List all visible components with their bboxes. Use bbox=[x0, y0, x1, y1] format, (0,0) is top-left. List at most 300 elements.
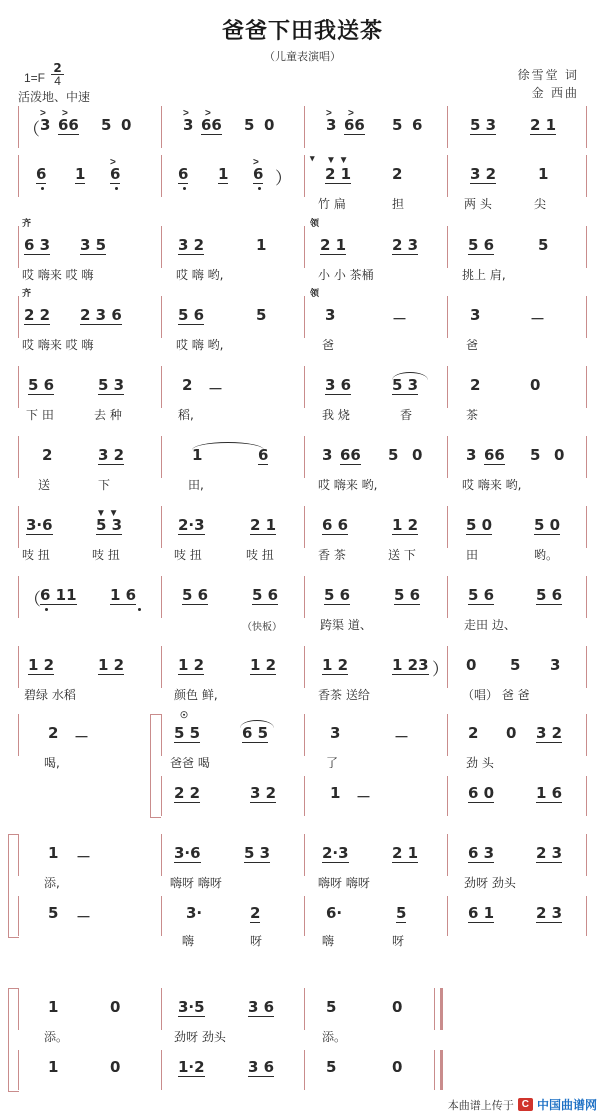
note: 6 11 bbox=[40, 586, 77, 604]
lyric: 下 bbox=[98, 478, 111, 492]
accent-mark: > bbox=[326, 108, 332, 119]
note: 1 6 bbox=[110, 586, 137, 604]
system-5 bbox=[0, 366, 605, 428]
note: 5 6 bbox=[28, 376, 55, 394]
system-4 bbox=[0, 288, 605, 358]
lyric: 尖 bbox=[534, 197, 547, 211]
system-brace bbox=[8, 834, 19, 938]
barline bbox=[161, 834, 162, 876]
barline bbox=[434, 1050, 435, 1090]
lyric: 送 下 bbox=[388, 548, 416, 562]
note: 3 6 bbox=[325, 376, 352, 394]
lyric: 哟。 bbox=[534, 548, 559, 562]
system-2 bbox=[0, 155, 605, 217]
note: 5 0 bbox=[534, 516, 561, 534]
note: 6 bbox=[110, 165, 121, 183]
note: 0 bbox=[110, 998, 121, 1016]
note: 3 5 bbox=[80, 236, 107, 254]
slur bbox=[240, 720, 274, 728]
system-10 bbox=[0, 710, 605, 824]
lyric: 田 bbox=[466, 548, 479, 562]
logo-icon: C bbox=[518, 1098, 533, 1111]
accent-mark: > bbox=[205, 108, 211, 119]
system-8 bbox=[0, 576, 605, 638]
system-3 bbox=[0, 218, 605, 288]
note-lower: 0 bbox=[392, 1058, 403, 1076]
barline bbox=[18, 366, 19, 408]
barline bbox=[161, 296, 162, 338]
lyric: 哎 嗨 哟, bbox=[176, 338, 224, 352]
note: 2 bbox=[468, 724, 479, 742]
note: 6 5 bbox=[242, 724, 269, 742]
sustain-dash: － bbox=[76, 849, 92, 866]
octave-dot-low bbox=[41, 187, 44, 190]
note: 5 3 bbox=[98, 376, 125, 394]
note: 0 bbox=[121, 116, 132, 134]
lyric: 稻, bbox=[178, 408, 194, 422]
barline bbox=[304, 776, 305, 816]
sustain-dash: － bbox=[394, 729, 410, 746]
note: 5 3 bbox=[470, 116, 497, 134]
tempo-marking: 活泼地、中速 bbox=[18, 90, 91, 104]
note: 5 6 bbox=[182, 586, 209, 604]
barline bbox=[447, 576, 448, 618]
unison-mark: 齐 bbox=[22, 218, 32, 228]
lyric: 小 小 茶桶 bbox=[318, 268, 374, 282]
system-1 bbox=[0, 106, 605, 152]
note: 5 6 bbox=[178, 306, 205, 324]
lyric: 吱 扭 bbox=[246, 548, 274, 562]
lyric: 嗨呀 嗨呀 bbox=[318, 876, 370, 890]
note-lower: 2 bbox=[250, 904, 261, 922]
barline bbox=[447, 896, 448, 936]
note: 2 2 bbox=[24, 306, 51, 324]
note: 3·5 bbox=[178, 998, 205, 1016]
note: 2 bbox=[392, 165, 403, 183]
accent-mark: > bbox=[183, 108, 189, 119]
note: 2 bbox=[182, 376, 193, 394]
barline bbox=[304, 1050, 305, 1090]
note: 5 6 bbox=[536, 586, 563, 604]
barline bbox=[161, 776, 162, 816]
barline bbox=[586, 366, 587, 408]
note: 5 bbox=[326, 998, 337, 1016]
note: 5 bbox=[392, 116, 403, 134]
barline bbox=[447, 776, 448, 816]
note: 5 bbox=[388, 446, 399, 464]
note: 3 6 bbox=[248, 998, 275, 1016]
note: 1 bbox=[48, 998, 59, 1016]
note: 5 6 bbox=[468, 236, 495, 254]
lyric: 竹 扁 bbox=[318, 197, 346, 211]
note: 2 1 bbox=[392, 844, 419, 862]
bracket-open: （ bbox=[24, 590, 41, 609]
note: 3·6 bbox=[174, 844, 201, 862]
note-lower: 3· bbox=[186, 904, 203, 922]
accent-mark: > bbox=[40, 108, 46, 119]
barline bbox=[161, 506, 162, 548]
barline bbox=[586, 106, 587, 148]
barline bbox=[18, 106, 19, 148]
lyric: 香 茶 bbox=[318, 548, 346, 562]
note: 0 bbox=[264, 116, 275, 134]
note-lower: 2 3 bbox=[536, 904, 563, 922]
lyric: 走田 边、 bbox=[464, 618, 516, 632]
note: 3 2 bbox=[470, 165, 497, 183]
barline bbox=[18, 226, 19, 268]
note: 5 bbox=[538, 236, 549, 254]
lyric: 颜色 鲜, bbox=[174, 688, 218, 702]
octave-dot-low bbox=[138, 608, 141, 611]
note: 66 bbox=[58, 116, 79, 134]
lyric: 哎 嗨来 哎 嗨 bbox=[22, 338, 94, 352]
barline bbox=[161, 155, 162, 197]
lyric: 哎 嗨来 哟, bbox=[462, 478, 522, 492]
note: 66 bbox=[340, 446, 361, 464]
lyric: 劲呀 劲头 bbox=[464, 876, 516, 890]
footer bbox=[448, 1096, 597, 1113]
barline bbox=[447, 226, 448, 268]
note: 66 bbox=[344, 116, 365, 134]
note: 5 0 bbox=[466, 516, 493, 534]
barline bbox=[304, 896, 305, 936]
note: 3·6 bbox=[26, 516, 53, 534]
system-6 bbox=[0, 436, 605, 498]
barline bbox=[304, 296, 305, 338]
note: 6 bbox=[36, 165, 47, 183]
system-9 bbox=[0, 646, 605, 708]
lyric: 碧绿 水稻 bbox=[24, 688, 76, 702]
barline bbox=[447, 714, 448, 756]
sustain-dash: － bbox=[530, 311, 546, 328]
lyric: 担 bbox=[392, 197, 405, 211]
barline bbox=[447, 834, 448, 876]
staccato-marks: ▼ ▼ bbox=[96, 508, 119, 519]
note: 5 bbox=[510, 656, 521, 674]
barline bbox=[586, 896, 587, 936]
lyric: 添, bbox=[44, 876, 60, 890]
note: 2 1 bbox=[250, 516, 277, 534]
note: 3 bbox=[330, 724, 341, 742]
barline bbox=[18, 714, 19, 756]
unison-mark: 齐 bbox=[22, 288, 32, 298]
note: 1 23 bbox=[392, 656, 429, 674]
system-brace bbox=[8, 988, 19, 1092]
note: 2 3 6 bbox=[80, 306, 122, 324]
meter-numerator: 2 bbox=[53, 61, 62, 75]
note: 0 bbox=[392, 998, 403, 1016]
note: 3 bbox=[325, 306, 336, 324]
note: 5 6 bbox=[394, 586, 421, 604]
note-lower: 1 bbox=[48, 1058, 59, 1076]
barline bbox=[18, 576, 19, 618]
note: 6 bbox=[412, 116, 423, 134]
barline bbox=[161, 1050, 162, 1090]
lyric-lower: 呀 bbox=[392, 934, 405, 948]
note: 1 2 bbox=[178, 656, 205, 674]
site-name[interactable]: 中国曲谱网 bbox=[536, 1098, 597, 1112]
note: 3 2 bbox=[98, 446, 125, 464]
barline bbox=[161, 366, 162, 408]
octave-dot-low bbox=[258, 187, 261, 190]
barline bbox=[304, 106, 305, 148]
note: 5 6 bbox=[468, 586, 495, 604]
system-brace bbox=[150, 714, 161, 818]
barline bbox=[447, 436, 448, 478]
barline bbox=[447, 296, 448, 338]
note: 5 bbox=[244, 116, 255, 134]
note: 3 bbox=[322, 446, 333, 464]
note: 6 3 bbox=[24, 236, 51, 254]
note-lower: 6 0 bbox=[468, 784, 495, 802]
bracket-open: （ bbox=[23, 120, 40, 139]
note-lower: 3 6 bbox=[248, 1058, 275, 1076]
note: 2 1 bbox=[325, 165, 352, 183]
note: 1 bbox=[256, 236, 267, 254]
note: 5 bbox=[530, 446, 541, 464]
lyric: 田, bbox=[188, 478, 204, 492]
system-7 bbox=[0, 506, 605, 568]
lyric: 哎 嗨来 哟, bbox=[318, 478, 378, 492]
barline bbox=[447, 106, 448, 148]
barline bbox=[18, 506, 19, 548]
lyric: 哎 嗨来 哎 嗨 bbox=[22, 268, 94, 282]
octave-dot-low bbox=[115, 187, 118, 190]
key-label: 1=F bbox=[24, 71, 46, 85]
note-lower: 3 2 bbox=[250, 784, 277, 802]
note: 5 3 bbox=[244, 844, 271, 862]
barline bbox=[447, 506, 448, 548]
lyric: 我 烧 bbox=[322, 408, 350, 422]
note: 6 3 bbox=[468, 844, 495, 862]
note: 2 1 bbox=[320, 236, 347, 254]
note: 5 3 bbox=[96, 516, 123, 534]
note-lower: 2 2 bbox=[174, 784, 201, 802]
barline bbox=[161, 226, 162, 268]
lyric: 香 bbox=[400, 408, 413, 422]
note: 6 6 bbox=[322, 516, 349, 534]
note: 2 3 bbox=[536, 844, 563, 862]
note: 2·3 bbox=[178, 516, 205, 534]
note: 5 6 bbox=[252, 586, 279, 604]
note: 0 bbox=[554, 446, 565, 464]
barline bbox=[304, 155, 305, 197]
slur bbox=[192, 442, 264, 450]
lyric: 吱 扭 bbox=[174, 548, 202, 562]
sustain-dash: － bbox=[208, 381, 224, 398]
barline bbox=[304, 226, 305, 268]
staccato-marks: ▼ ▼ bbox=[326, 155, 349, 166]
barline bbox=[586, 834, 587, 876]
lyric-lower: 嗨 bbox=[322, 934, 335, 948]
barline bbox=[161, 714, 162, 756]
note-lower: 1 bbox=[330, 784, 341, 802]
barline bbox=[161, 896, 162, 936]
lyric: 了 bbox=[326, 756, 339, 770]
note: 1 2 bbox=[98, 656, 125, 674]
barline bbox=[18, 646, 19, 688]
note: 2·3 bbox=[322, 844, 349, 862]
note: 1 2 bbox=[250, 656, 277, 674]
page-title: 爸爸下田我送茶 bbox=[221, 19, 383, 44]
lyric-lower: 呀 bbox=[250, 934, 263, 948]
lyric: 哎 嗨 哟, bbox=[176, 268, 224, 282]
note: 2 3 bbox=[392, 236, 419, 254]
octave-dot-low bbox=[183, 187, 186, 190]
bracket-close: ） bbox=[432, 660, 449, 679]
barline bbox=[586, 155, 587, 197]
note: 3 bbox=[326, 116, 337, 134]
note: 2 bbox=[42, 446, 53, 464]
lyric: 茶 bbox=[466, 408, 479, 422]
note: 1 bbox=[75, 165, 86, 183]
note: 1 bbox=[218, 165, 229, 183]
barline bbox=[161, 436, 162, 478]
barline bbox=[304, 834, 305, 876]
breath-mark: ▾ bbox=[310, 153, 315, 163]
note: 1 bbox=[538, 165, 549, 183]
footer-text: 本曲谱上传于 bbox=[447, 1099, 514, 1112]
barline bbox=[586, 776, 587, 816]
lead-mark: 领 bbox=[310, 288, 320, 298]
barline bbox=[18, 296, 19, 338]
note: 0 bbox=[466, 656, 477, 674]
sustain-dash: － bbox=[392, 311, 408, 328]
note: 6 bbox=[253, 165, 264, 183]
system-12 bbox=[0, 988, 605, 1098]
note-lower: 5 bbox=[326, 1058, 337, 1076]
note: 5 bbox=[256, 306, 267, 324]
lyric: 爸 bbox=[466, 338, 479, 352]
note: 2 1 bbox=[530, 116, 557, 134]
barline bbox=[161, 106, 162, 148]
final-barline bbox=[440, 1050, 443, 1090]
sustain-dash: － bbox=[74, 729, 90, 746]
lyric: 喝, bbox=[44, 756, 60, 770]
accent-mark: > bbox=[110, 157, 116, 168]
barline bbox=[304, 988, 305, 1030]
barline bbox=[304, 436, 305, 478]
barline bbox=[161, 576, 162, 618]
note-lower: 5 bbox=[396, 904, 407, 922]
note: 1 bbox=[48, 844, 59, 862]
barline bbox=[586, 646, 587, 688]
barline bbox=[18, 436, 19, 478]
note: 3 2 bbox=[178, 236, 205, 254]
barline bbox=[18, 155, 19, 197]
note: 5 bbox=[101, 116, 112, 134]
lyric: 劲呀 劲头 bbox=[174, 1030, 226, 1044]
note-lower: 1 6 bbox=[536, 784, 563, 802]
note: 66 bbox=[484, 446, 505, 464]
barline bbox=[586, 576, 587, 618]
note: 1 2 bbox=[28, 656, 55, 674]
barline bbox=[304, 714, 305, 756]
barline bbox=[447, 366, 448, 408]
barline bbox=[586, 226, 587, 268]
lyricist-credit: 徐雪堂 词 bbox=[517, 68, 579, 82]
final-barline bbox=[440, 988, 443, 1030]
note-lower: 6 1 bbox=[468, 904, 495, 922]
lyric: 爸 bbox=[322, 338, 335, 352]
barline bbox=[161, 988, 162, 1030]
accent-mark: > bbox=[62, 108, 68, 119]
lyric: 添。 bbox=[322, 1030, 347, 1044]
lyric-lower: 嗨 bbox=[182, 934, 195, 948]
accent-mark: > bbox=[348, 108, 354, 119]
composer-credit: 金 西曲 bbox=[531, 86, 579, 100]
note: 5 3 bbox=[392, 376, 419, 394]
note-lower: 1·2 bbox=[178, 1058, 205, 1076]
sustain-dash: － bbox=[76, 909, 92, 926]
note: 3 2 bbox=[536, 724, 563, 742]
lyric: （唱） 爸 爸 bbox=[462, 688, 530, 702]
note-lower: 0 bbox=[110, 1058, 121, 1076]
lyric: 添。 bbox=[44, 1030, 69, 1044]
lyric: 爸爸 喝 bbox=[170, 756, 210, 770]
key-signature bbox=[24, 62, 64, 87]
barline bbox=[586, 714, 587, 756]
barline bbox=[447, 155, 448, 197]
lyric: 两 头 bbox=[464, 197, 492, 211]
note: 66 bbox=[201, 116, 222, 134]
slur bbox=[392, 372, 428, 380]
barline bbox=[304, 506, 305, 548]
note: 3 bbox=[183, 116, 194, 134]
barline bbox=[304, 576, 305, 618]
note-lower: 5 bbox=[48, 904, 59, 922]
tempo-marking-kuaiban: （快板） bbox=[242, 622, 282, 633]
bracket-close: ） bbox=[275, 169, 292, 188]
subtitle: （儿童表演唱） bbox=[264, 51, 341, 63]
lyric: 下 田 bbox=[26, 408, 54, 422]
fermata-mark: ☉ bbox=[180, 710, 189, 720]
barline bbox=[586, 436, 587, 478]
note: 3 bbox=[466, 446, 477, 464]
accent-mark: > bbox=[253, 157, 259, 168]
barline bbox=[161, 646, 162, 688]
note-lower: 6· bbox=[326, 904, 343, 922]
lyric: 送 bbox=[38, 478, 51, 492]
lyric: 跨渠 道、 bbox=[320, 618, 372, 632]
sustain-dash: － bbox=[356, 789, 372, 806]
note: 1 2 bbox=[392, 516, 419, 534]
barline bbox=[304, 646, 305, 688]
meter bbox=[51, 62, 63, 87]
lyric: 香茶 送给 bbox=[318, 688, 370, 702]
note: 0 bbox=[412, 446, 423, 464]
note: 1 bbox=[192, 446, 203, 464]
octave-dot-low bbox=[45, 608, 48, 611]
lyric: 吱 扭 bbox=[22, 548, 50, 562]
lyric: 挑上 肩, bbox=[462, 268, 506, 282]
lyric: 劲 头 bbox=[466, 756, 494, 770]
note: 6 bbox=[178, 165, 189, 183]
lead-mark: 领 bbox=[310, 218, 320, 228]
note: 5 6 bbox=[324, 586, 351, 604]
note: 6 bbox=[258, 446, 269, 464]
note: 2 bbox=[48, 724, 59, 742]
lyric: 去 种 bbox=[94, 408, 122, 422]
note: 2 bbox=[470, 376, 481, 394]
note: 5 5 bbox=[174, 724, 201, 742]
barline bbox=[586, 296, 587, 338]
meter-denominator: 4 bbox=[54, 74, 61, 88]
note: 3 bbox=[550, 656, 561, 674]
lyric: 吱 扭 bbox=[92, 548, 120, 562]
barline bbox=[434, 988, 435, 1030]
note: 3 bbox=[40, 116, 51, 134]
